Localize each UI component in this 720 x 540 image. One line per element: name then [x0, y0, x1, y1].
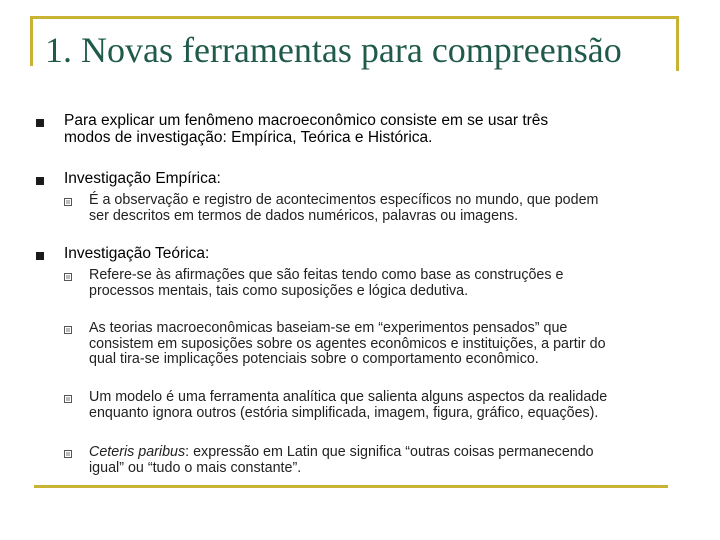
bullet-heading: Investigação Empírica: — [64, 170, 221, 187]
sub-bullet-text — [89, 445, 594, 476]
sub-bullet-text-line: ser descritos em termos de dados numéricos, palavras ou imagens. — [89, 207, 519, 224]
sub-bullet-square-icon — [64, 450, 72, 458]
sub-bullet-text-rest: : expressão em Latin que significa “outras coisas permanecendo — [185, 444, 594, 460]
sub-bullet-text-line: É a observação e registro de acontecimentos específicos no mundo, que podem — [89, 192, 599, 208]
sub-bullet-text-line: Refere-se às afirmações que são feitas tendo como base as construções e — [89, 267, 564, 283]
sub-bullet-text-line: consistem em suposições sobre os agentes econômicos e instituições, a partir do — [89, 335, 606, 352]
bullet-text-line: modos de investigação: Empírica, Teórica e Histórica. — [64, 129, 433, 146]
bullet-square-icon — [36, 119, 44, 127]
sub-bullet-text — [89, 321, 606, 368]
sub-bullet-square-icon — [64, 198, 72, 206]
slide-title: 1. Novas ferramentas para compreensão — [45, 30, 622, 70]
bullet-square-icon — [36, 177, 44, 185]
sub-bullet-text — [89, 268, 563, 299]
sub-bullet-text — [89, 193, 598, 224]
bullet-heading: Investigação Teórica: — [64, 245, 210, 262]
sub-bullet-square-icon — [64, 395, 72, 403]
sub-bullet-square-icon — [64, 326, 72, 334]
bullet-square-icon — [36, 252, 44, 260]
slide-frame-top — [30, 16, 678, 19]
slide-frame-left — [30, 16, 33, 66]
sub-bullet-square-icon — [64, 273, 72, 281]
sub-bullet-text-line: As teorias macroeconômicas baseiam-se em “experimentos pensados” que — [89, 320, 568, 336]
sub-bullet-text-line: processos mentais, tais como suposições e lógica dedutiva. — [89, 282, 469, 299]
slide-frame-bottom — [34, 485, 668, 488]
sub-bullet-text-line: enquanto ignora outros (estória simplificada, imagem, figura, gráfico, equações). — [89, 404, 599, 421]
slide-frame-right — [676, 16, 679, 71]
sub-bullet-text-line: igual” ou “tudo o mais constante”. — [89, 459, 302, 476]
sub-bullet-text-line: qual tira-se implicações potenciais sobre o comportamento econômico. — [89, 351, 539, 367]
sub-bullet-text-line — [89, 445, 594, 461]
bullet-text — [64, 112, 548, 146]
sub-bullet-text — [89, 390, 607, 421]
bullet-text-line: Para explicar um fenômeno macroeconômico consiste em se usar três — [64, 112, 549, 129]
sub-bullet-text-line: Um modelo é uma ferramenta analítica que salienta alguns aspectos da realidade — [89, 389, 608, 405]
latin-term: Ceteris paribus — [89, 444, 186, 460]
